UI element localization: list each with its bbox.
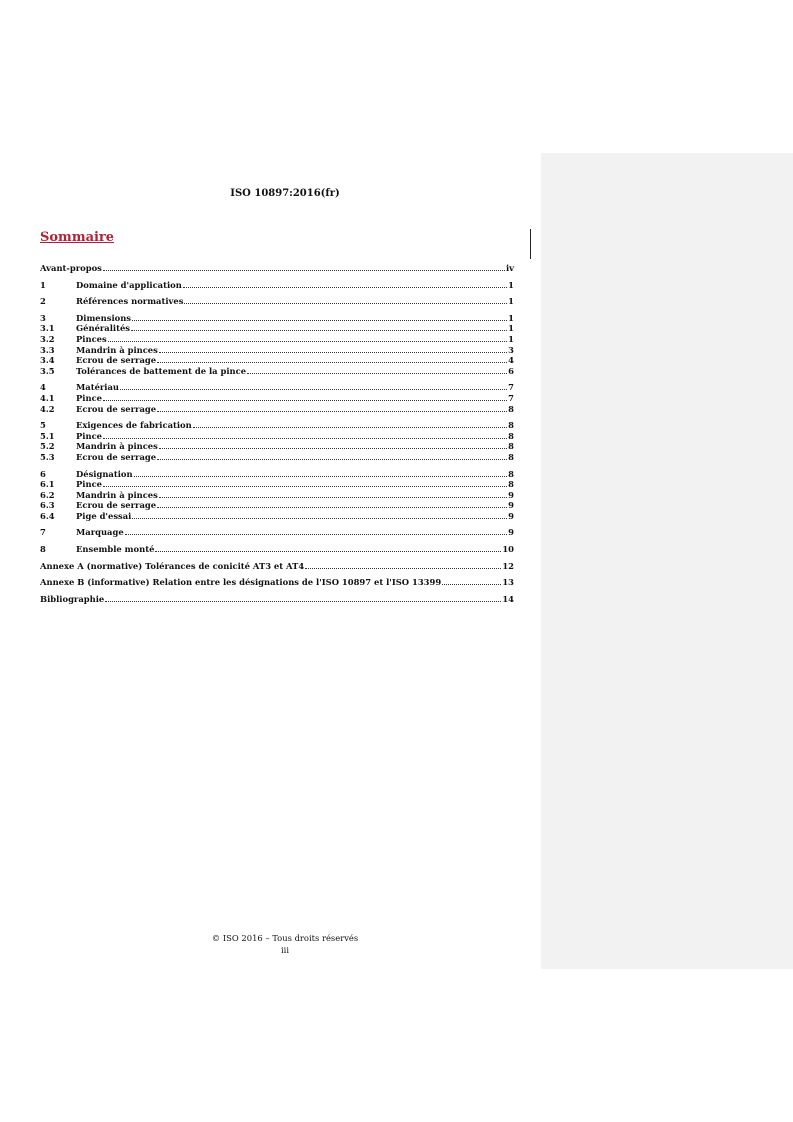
- toc-dot-leader: [131, 330, 507, 331]
- toc-entry[interactable]: [40, 263, 514, 274]
- toc-entry-number: 3.1: [40, 323, 55, 334]
- toc-entry-number: 4.2: [40, 403, 55, 414]
- toc-dot-leader: [103, 486, 507, 487]
- toc-entry-label[interactable]: Marquage: [76, 527, 124, 538]
- toc-entry[interactable]: [40, 355, 514, 366]
- toc-entry-number: 5.3: [40, 451, 55, 462]
- toc-entry-number: 3.4: [40, 355, 55, 366]
- page-number: iii: [280, 945, 290, 955]
- toc-entry-label[interactable]: Exigences de fabrication: [76, 420, 192, 431]
- toc-dot-leader: [103, 270, 505, 271]
- toc-entry-label[interactable]: Pige d'essai: [76, 510, 132, 521]
- toc-entry-number: 6: [40, 468, 46, 479]
- toc-dot-leader: [157, 459, 507, 460]
- toc-entry-page[interactable]: 12: [502, 560, 514, 571]
- toc-entry-label[interactable]: Mandrin à pinces: [76, 441, 158, 452]
- toc-entry-label[interactable]: Pince: [76, 392, 102, 403]
- toc-entry-page[interactable]: 8: [508, 451, 514, 462]
- toc-entry[interactable]: [40, 393, 514, 404]
- toc-dot-leader: [108, 341, 507, 342]
- toc-entry[interactable]: [40, 452, 514, 463]
- toc-dot-leader: [103, 438, 507, 439]
- toc-entry[interactable]: [40, 296, 514, 307]
- toc-entry-page[interactable]: 14: [502, 593, 514, 604]
- toc-entry[interactable]: [40, 420, 514, 431]
- toc-dot-leader: [159, 448, 507, 449]
- toc-entry-page[interactable]: 1: [508, 333, 514, 344]
- copyright-notice: © ISO 2016 – Tous droits réservés: [211, 933, 359, 943]
- toc-entry-page[interactable]: 10: [502, 544, 514, 555]
- toc-entry-page[interactable]: 1: [508, 296, 514, 307]
- toc-dot-leader: [103, 400, 507, 401]
- toc-entry-page[interactable]: 7: [508, 382, 514, 393]
- toc-entry[interactable]: [40, 382, 514, 393]
- toc-entry-number: 8: [40, 544, 46, 555]
- toc-entry-label[interactable]: Ecrou de serrage: [76, 451, 157, 462]
- toc-entry-label[interactable]: Généralités: [76, 323, 131, 334]
- toc-entry[interactable]: [40, 500, 514, 511]
- toc-entry[interactable]: [40, 594, 514, 605]
- toc-entry-number: 5.2: [40, 441, 55, 452]
- toc-dot-leader: [157, 411, 507, 412]
- toc-entry-number: 6.2: [40, 489, 55, 500]
- toc-entry-number: 4.1: [40, 392, 55, 403]
- toc-entry[interactable]: [40, 544, 514, 555]
- toc-entry-number: 3.3: [40, 344, 55, 355]
- toc-dot-leader: [247, 373, 507, 374]
- toc-entry-label[interactable]: Ecrou de serrage: [76, 355, 157, 366]
- table-of-contents: [40, 263, 514, 604]
- toc-entry[interactable]: [40, 511, 514, 522]
- toc-entry-number: 2: [40, 296, 46, 307]
- toc-entry-page[interactable]: 8: [508, 441, 514, 452]
- toc-dot-leader: [125, 534, 508, 535]
- toc-entry-label[interactable]: Pince: [76, 430, 102, 441]
- toc-entry[interactable]: [40, 479, 514, 490]
- toc-entry-label[interactable]: Mandrin à pinces: [76, 344, 158, 355]
- toc-title[interactable]: Sommaire: [40, 230, 115, 245]
- toc-entry-number: 6.1: [40, 479, 55, 490]
- toc-entry[interactable]: [40, 280, 514, 291]
- toc-entry-label[interactable]: Annexe B (informative) Relation entre les désignations de l'ISO 10897 et l'ISO 13399: [40, 577, 442, 588]
- toc-entry[interactable]: [40, 577, 514, 588]
- toc-entry-page[interactable]: 8: [508, 403, 514, 414]
- toc-dot-leader: [132, 320, 507, 321]
- toc-entry[interactable]: [40, 323, 514, 334]
- toc-entry-label[interactable]: Mandrin à pinces: [76, 489, 158, 500]
- toc-dot-leader: [120, 389, 507, 390]
- toc-entry-number: 6.4: [40, 510, 55, 521]
- toc-entry-label[interactable]: Pinces: [76, 333, 107, 344]
- toc-entry[interactable]: [40, 334, 514, 345]
- toc-entry-page[interactable]: 9: [508, 510, 514, 521]
- toc-entry-label[interactable]: Ecrou de serrage: [76, 500, 157, 511]
- toc-entry-label[interactable]: Ensemble monté: [76, 544, 155, 555]
- toc-dot-leader: [305, 568, 501, 569]
- toc-entry[interactable]: [40, 366, 514, 377]
- toc-dot-leader: [155, 551, 501, 552]
- toc-entry-label[interactable]: Ecrou de serrage: [76, 403, 157, 414]
- toc-entry-label[interactable]: Pince: [76, 479, 102, 490]
- toc-entry-number: 5: [40, 420, 46, 431]
- toc-entry-page[interactable]: 1: [508, 323, 514, 334]
- toc-entry-number: 1: [40, 279, 46, 290]
- toc-entry-page[interactable]: iv: [505, 263, 514, 273]
- toc-entry-label[interactable]: Tolérances de battement de la pince: [76, 365, 247, 376]
- toc-entry-number: 5.1: [40, 430, 55, 441]
- toc-dot-leader: [184, 303, 507, 304]
- toc-entry-page[interactable]: 9: [508, 527, 514, 538]
- toc-entry[interactable]: [40, 490, 514, 501]
- toc-dot-leader: [157, 507, 507, 508]
- toc-entry-label[interactable]: Dimensions: [76, 312, 132, 323]
- toc-entry-page[interactable]: 8: [508, 430, 514, 441]
- toc-entry-number: 3: [40, 312, 46, 323]
- toc-entry[interactable]: [40, 313, 514, 324]
- toc-entry-number: 7: [40, 527, 46, 538]
- toc-entry-page[interactable]: 9: [508, 500, 514, 511]
- toc-entry-label[interactable]: Bibliographie: [40, 593, 105, 604]
- text-cursor: [530, 229, 531, 259]
- toc-entry-page[interactable]: 8: [508, 468, 514, 479]
- toc-entry-number: 6.3: [40, 500, 55, 511]
- toc-entry[interactable]: [40, 431, 514, 442]
- toc-entry-page[interactable]: 6: [508, 365, 514, 376]
- toc-dot-leader: [159, 497, 507, 498]
- toc-entry-page[interactable]: 4: [508, 355, 514, 366]
- toc-entry-number: 4: [40, 382, 46, 393]
- toc-dot-leader: [183, 287, 507, 288]
- toc-entry[interactable]: [40, 441, 514, 452]
- page-footer: [40, 932, 530, 956]
- toc-entry-page[interactable]: 13: [502, 577, 514, 588]
- toc-entry-page[interactable]: 8: [508, 420, 514, 431]
- toc-entry-label[interactable]: Annexe A (normative) Tolérances de conicité AT3 et AT4: [40, 560, 305, 571]
- toc-dot-leader: [132, 518, 507, 519]
- toc-entry[interactable]: [40, 527, 514, 538]
- toc-entry-page[interactable]: 9: [508, 489, 514, 500]
- toc-entry-page[interactable]: 3: [508, 344, 514, 355]
- document-header: ISO 10897:2016(fr): [230, 188, 340, 199]
- toc-entry[interactable]: [40, 561, 514, 572]
- toc-dot-leader: [159, 352, 507, 353]
- toc-dot-leader: [193, 427, 507, 428]
- toc-entry-number: 3.2: [40, 333, 55, 344]
- toc-entry-label[interactable]: Désignation: [76, 468, 133, 479]
- toc-entry[interactable]: [40, 345, 514, 356]
- toc-entry-page[interactable]: 1: [508, 312, 514, 323]
- toc-entry-page[interactable]: 7: [508, 392, 514, 403]
- toc-entry-label[interactable]: Domaine d'application: [76, 279, 182, 290]
- toc-dot-leader: [157, 362, 507, 363]
- toc-dot-leader: [105, 601, 501, 602]
- toc-entry[interactable]: [40, 469, 514, 480]
- toc-entry-label[interactable]: Références normatives: [76, 296, 184, 307]
- toc-entry-page[interactable]: 1: [508, 279, 514, 290]
- toc-entry[interactable]: [40, 404, 514, 415]
- comment-pane: [541, 153, 793, 969]
- toc-entry-label[interactable]: Matériau: [76, 382, 120, 393]
- toc-entry-label[interactable]: Avant-propos: [40, 263, 102, 273]
- toc-entry-page[interactable]: 8: [508, 479, 514, 490]
- toc-entry-number: 3.5: [40, 365, 55, 376]
- toc-dot-leader: [134, 476, 508, 477]
- toc-dot-leader: [442, 584, 501, 585]
